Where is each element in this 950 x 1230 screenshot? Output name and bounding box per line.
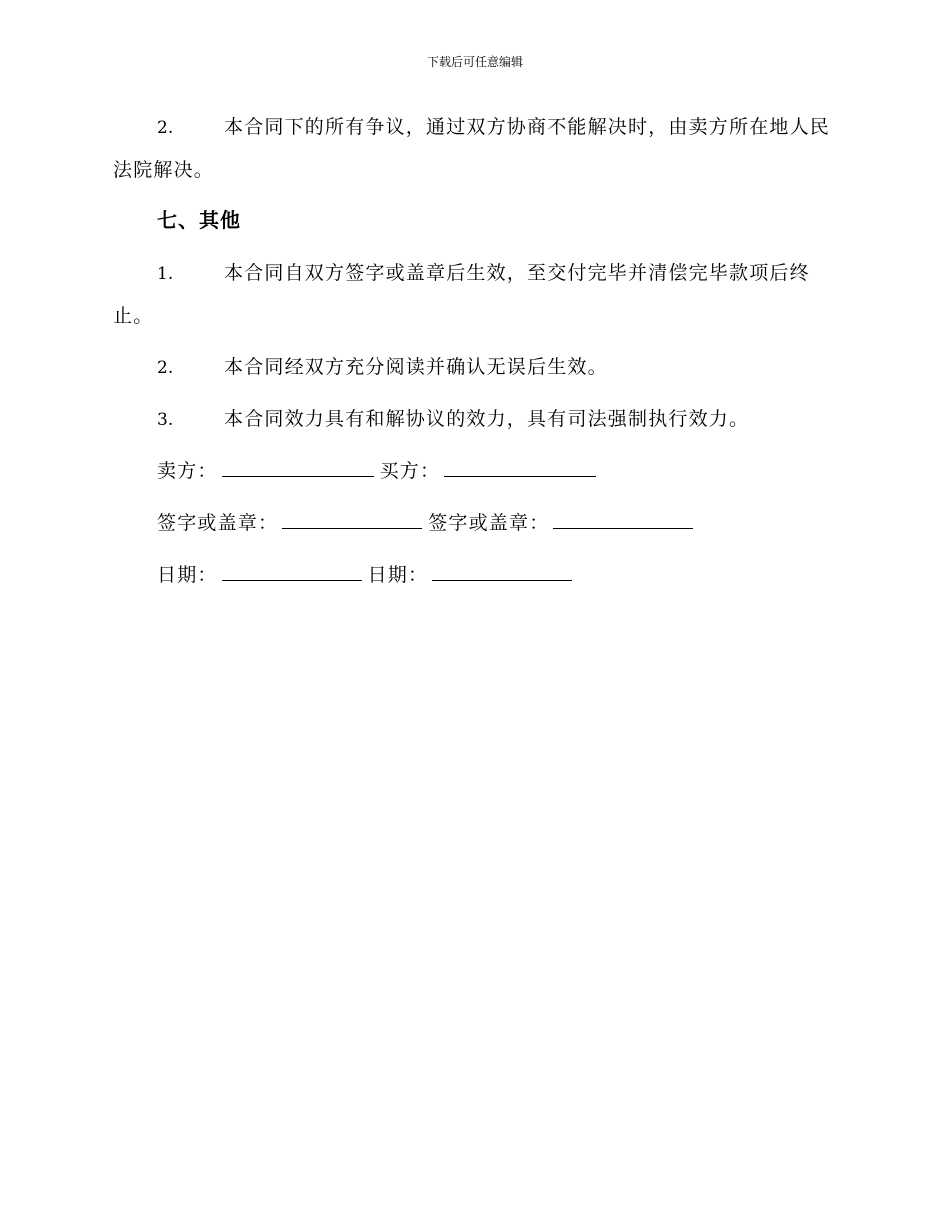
seller-label: 卖方：: [157, 460, 218, 482]
seller-date-blank[interactable]: [222, 562, 362, 581]
signature-row-date: [157, 562, 578, 587]
seller-seal-label: 签字或盖章：: [157, 512, 279, 534]
clause-1-effective: [113, 252, 835, 337]
buyer-seal-blank[interactable]: [553, 510, 693, 529]
clause-2-dispute: [113, 106, 835, 191]
seller-date-label: 日期：: [157, 564, 218, 586]
clause-2-confirm: [113, 346, 835, 389]
clause-number: 1.: [157, 264, 174, 284]
seller-blank[interactable]: [222, 458, 374, 477]
clause-text: 本合同效力具有和解协议的效力，具有司法强制执行效力。: [224, 408, 750, 430]
clause-text: 本合同自双方签字或盖章后生效，至交付完毕并清偿完毕款项后终止。: [113, 262, 810, 327]
signature-row-seal: [157, 510, 699, 535]
seller-seal-blank[interactable]: [282, 510, 422, 529]
signature-row-parties: [157, 458, 602, 483]
buyer-date-label: 日期：: [367, 564, 429, 586]
clause-number: 2.: [157, 118, 174, 138]
clause-text: 本合同下的所有争议，通过双方协商不能解决时，由卖方所在地人民法院解决。: [113, 116, 831, 181]
clause-text: 本合同经双方充分阅读并确认无误后生效。: [224, 356, 608, 378]
clause-number: 3.: [157, 410, 174, 430]
buyer-date-blank[interactable]: [432, 562, 572, 581]
buyer-seal-label: 签字或盖章：: [428, 512, 550, 534]
page-header: 下载后可任意编辑: [426, 55, 523, 69]
clause-3-enforcement: [113, 398, 835, 441]
clause-number: 2.: [157, 358, 174, 378]
buyer-blank[interactable]: [444, 458, 596, 477]
section-heading-other: 七、其他: [157, 208, 241, 232]
buyer-label: 买方：: [379, 460, 441, 482]
